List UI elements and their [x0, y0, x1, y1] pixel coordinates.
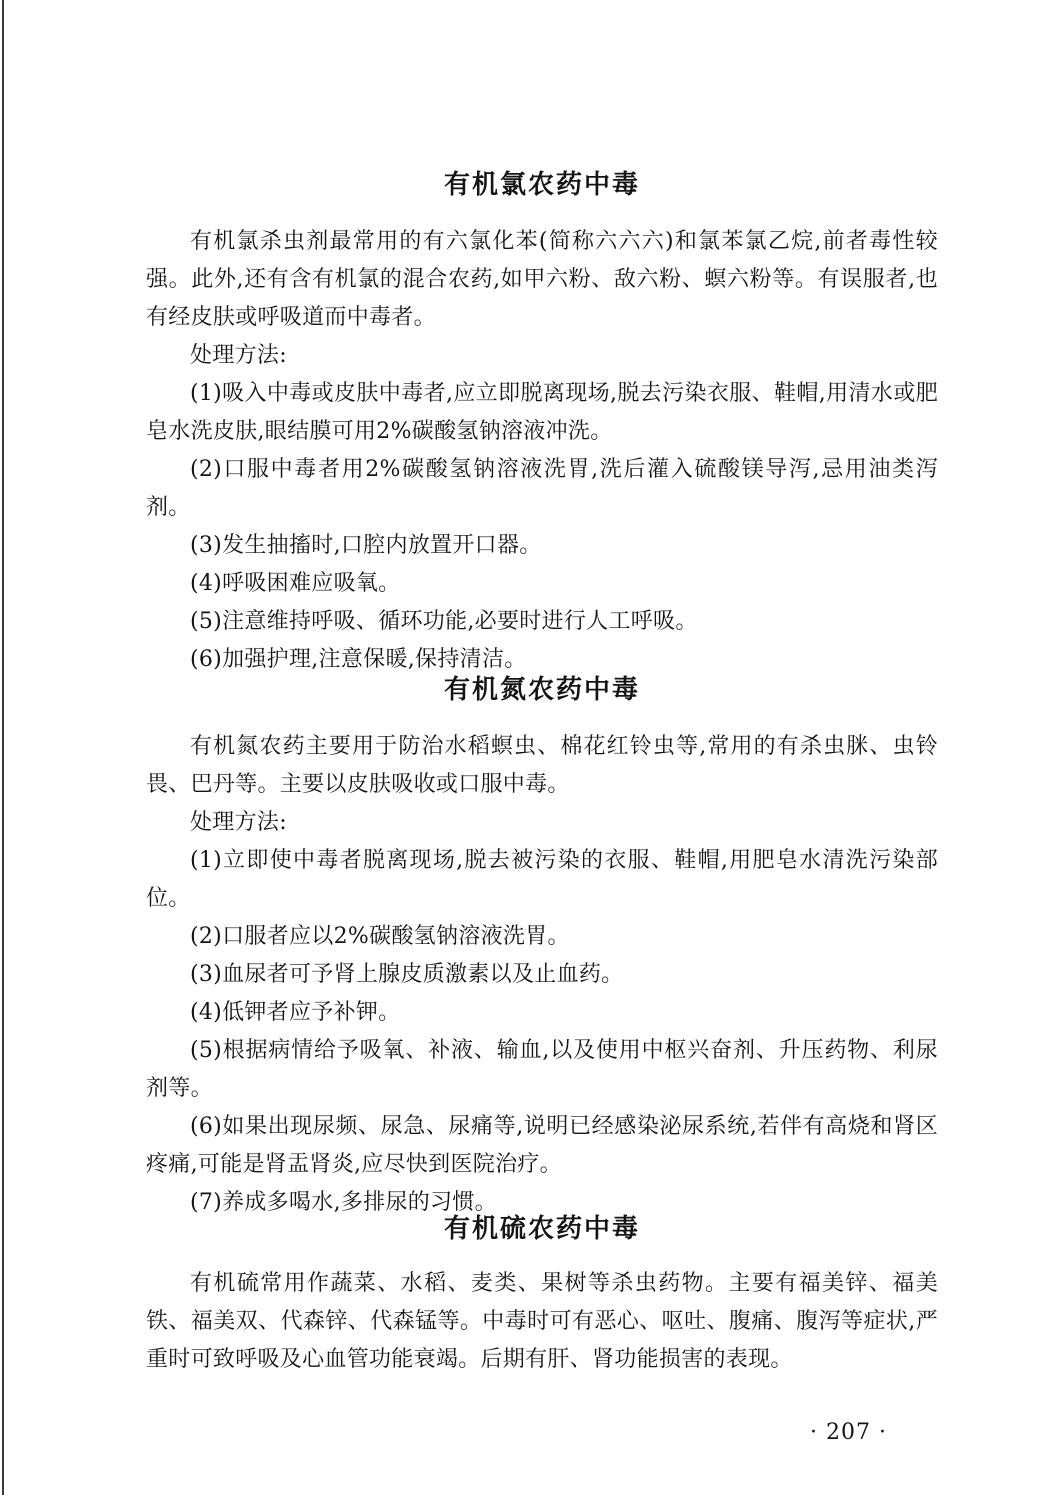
paragraph: 有机硫常用作蔬菜、水稻、麦类、果树等杀虫药物。主要有福美锌、福美铁、福美双、代森锌、代森锰等。中毒时可有恶心、呕吐、腹痛、腹泻等症状,严重时可致呼吸及心血管功能衰竭。后期有肝、肾功能损害的表现。	[146, 1271, 938, 1372]
treatment-step: (1)吸入中毒或皮肤中毒者,应立即脱离现场,脱去污染衣服、鞋帽,用清水或肥皂水洗皮肤,眼结膜可用2%碳酸氢钠溶液冲洗。	[146, 381, 938, 444]
treatment-step: (2)口服中毒者用2%碳酸氢钠溶液洗胃,洗后灌入硫酸镁导泻,忌用油类泻剂。	[146, 457, 938, 520]
treatment-step: (6)如果出现尿频、尿急、尿痛等,说明已经感染泌尿系统,若伴有高烧和肾区疼痛,可能是肾盂肾炎,应尽快到医院治疗。	[146, 1114, 938, 1177]
treatment-step: (3)发生抽搐时,口腔内放置开口器。	[190, 533, 542, 558]
section-body-organochlorine	[146, 223, 938, 679]
paragraph: 有机氯杀虫剂最常用的有六氯化苯(简称六六六)和氯苯氯乙烷,前者毒性较强。此外,还有含有机氯的混合农药,如甲六粉、敌六粉、螟六粉等。有误服者,也有经皮肤或呼吸道而中毒者。	[146, 229, 938, 330]
section-body-organosulfur	[146, 1265, 938, 1379]
section-title-organonitrogen: 有机氮农药中毒	[443, 675, 640, 705]
section-title-organosulfur: 有机硫农药中毒	[443, 1214, 640, 1244]
treatment-heading: 处理方法:	[190, 343, 287, 368]
treatment-step: (3)血尿者可予肾上腺皮质激素以及止血药。	[190, 962, 624, 987]
page-number: · 207 ·	[810, 1420, 887, 1445]
treatment-heading: 处理方法:	[190, 810, 287, 835]
treatment-step: (1)立即使中毒者脱离现场,脱去被污染的衣服、鞋帽,用肥皂水清洗污染部位。	[146, 848, 938, 911]
paragraph: 有机氮农药主要用于防治水稻螟虫、棉花红铃虫等,常用的有杀虫脒、虫铃畏、巴丹等。主要以皮肤吸收或口服中毒。	[146, 734, 938, 797]
treatment-step: (6)加强护理,注意保暖,保持清洁。	[190, 647, 527, 672]
treatment-step: (2)口服者应以2%碳酸氢钠溶液洗胃。	[190, 924, 570, 949]
section-body-organonitrogen	[146, 728, 938, 1222]
treatment-step: (5)注意维持呼吸、循环功能,必要时进行人工呼吸。	[190, 609, 698, 634]
section-title-organochlorine: 有机氯农药中毒	[443, 170, 640, 200]
treatment-step: (4)呼吸困难应吸氧。	[190, 571, 401, 596]
treatment-step: (5)根据病情给予吸氧、补液、输血,以及使用中枢兴奋剂、升压药物、利尿剂等。	[146, 1038, 938, 1101]
treatment-step: (4)低钾者应予补钾。	[190, 1000, 401, 1025]
treatment-step: (7)养成多喝水,多排尿的习惯。	[190, 1190, 497, 1215]
page-edge-line	[2, 0, 4, 1495]
